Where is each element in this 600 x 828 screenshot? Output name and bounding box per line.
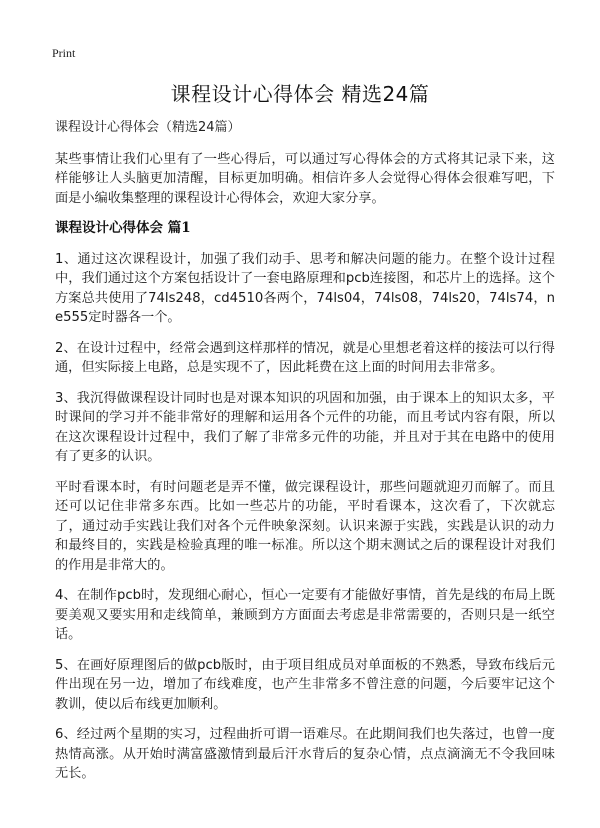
paragraph-4: 4、在制作pcb时，发现细心耐心，恒心一定要有才能做好事情，首先是线的布局上既要美观又要实用和走线简单，兼顾到方方面面去考虑是非常需要的，否则只是一纸空话。 [55,588,555,642]
paragraph-2: 2、在设计过程中，经常会遇到这样那样的情况，就是心里想老着这样的接法可以行得通，但实际接上电路，总是实现不了，因此耗费在这上面的时间用去非常多。 [55,340,555,375]
paragraph-5: 5、在画好原理图后的做pcb版时，由于项目组成员对单面板的不熟悉，导致布线后元件出现在另一边，增加了布线难度，也产生非常多不曾注意的问题，今后要牢记这个教训，使以后布线更加顺利。 [55,657,555,712]
paragraph-6: 6、经过两个星期的实习，过程曲折可谓一语难尽。在此期间我们也失落过，也曾一度热情高涨。从开始时满富盛激情到最后汗水背后的复杂心情，点点滴滴无不令我回味无长。 [55,727,555,781]
paragraph-1: 1、通过这次课程设计，加强了我们动手、思考和解决问题的能力。在整个设计过程中，我们通过这个方案包括设计了一套电路原理和pcb连接图，和芯片上的选择。这个方案总共使用了74ls248，cd4510各两个，74ls04，74ls08，74ls20，74ls74，ne555定时器各一个。 [55,251,555,325]
document-body [55,118,555,795]
document-subtitle: 课程设计心得体会（精选24篇） [55,120,241,135]
intro-paragraph: 某些事情让我们心里有了一些心得后，可以通过写心得体会的方式将其记录下来，这样能够让人头脑更加清醒，目标更加明确。相信许多人会觉得心得体会很难写吧，下面是小编收集整理的课程设计心得体会，欢迎大家分享。 [55,151,555,206]
paragraph-3: 3、我沉得做课程设计同时也是对课本知识的巩固和加强，由于课本上的知识太多，平时课间的学习并不能非常好的理解和运用各个元件的功能，而且考试内容有限，所以在这次课程设计过程中，我们了解了非常多元件的功能，并且对于其在电路中的使用有了更多的认识。 [55,390,555,464]
section-heading: 课程设计心得体会 篇1 [55,220,191,236]
print-label: Print [52,46,76,60]
paragraph-3-continued: 平时看课本时，有时问题老是弄不懂，做完课程设计，那些问题就迎刃而解了。而且还可以记住非常多东西。比如一些芯片的功能，平时看课本，这次看了，下次就忘了，通过动手实践让我们对各个元件映象深刻。认识来源于实践，实践是认识的动力和最终目的，实践是检验真理的唯一标准。所以这个期末测试之后的课程设计对我们的作用是非常大的。 [55,479,555,573]
page-title: 课程设计心得体会 精选24篇 [170,82,430,106]
